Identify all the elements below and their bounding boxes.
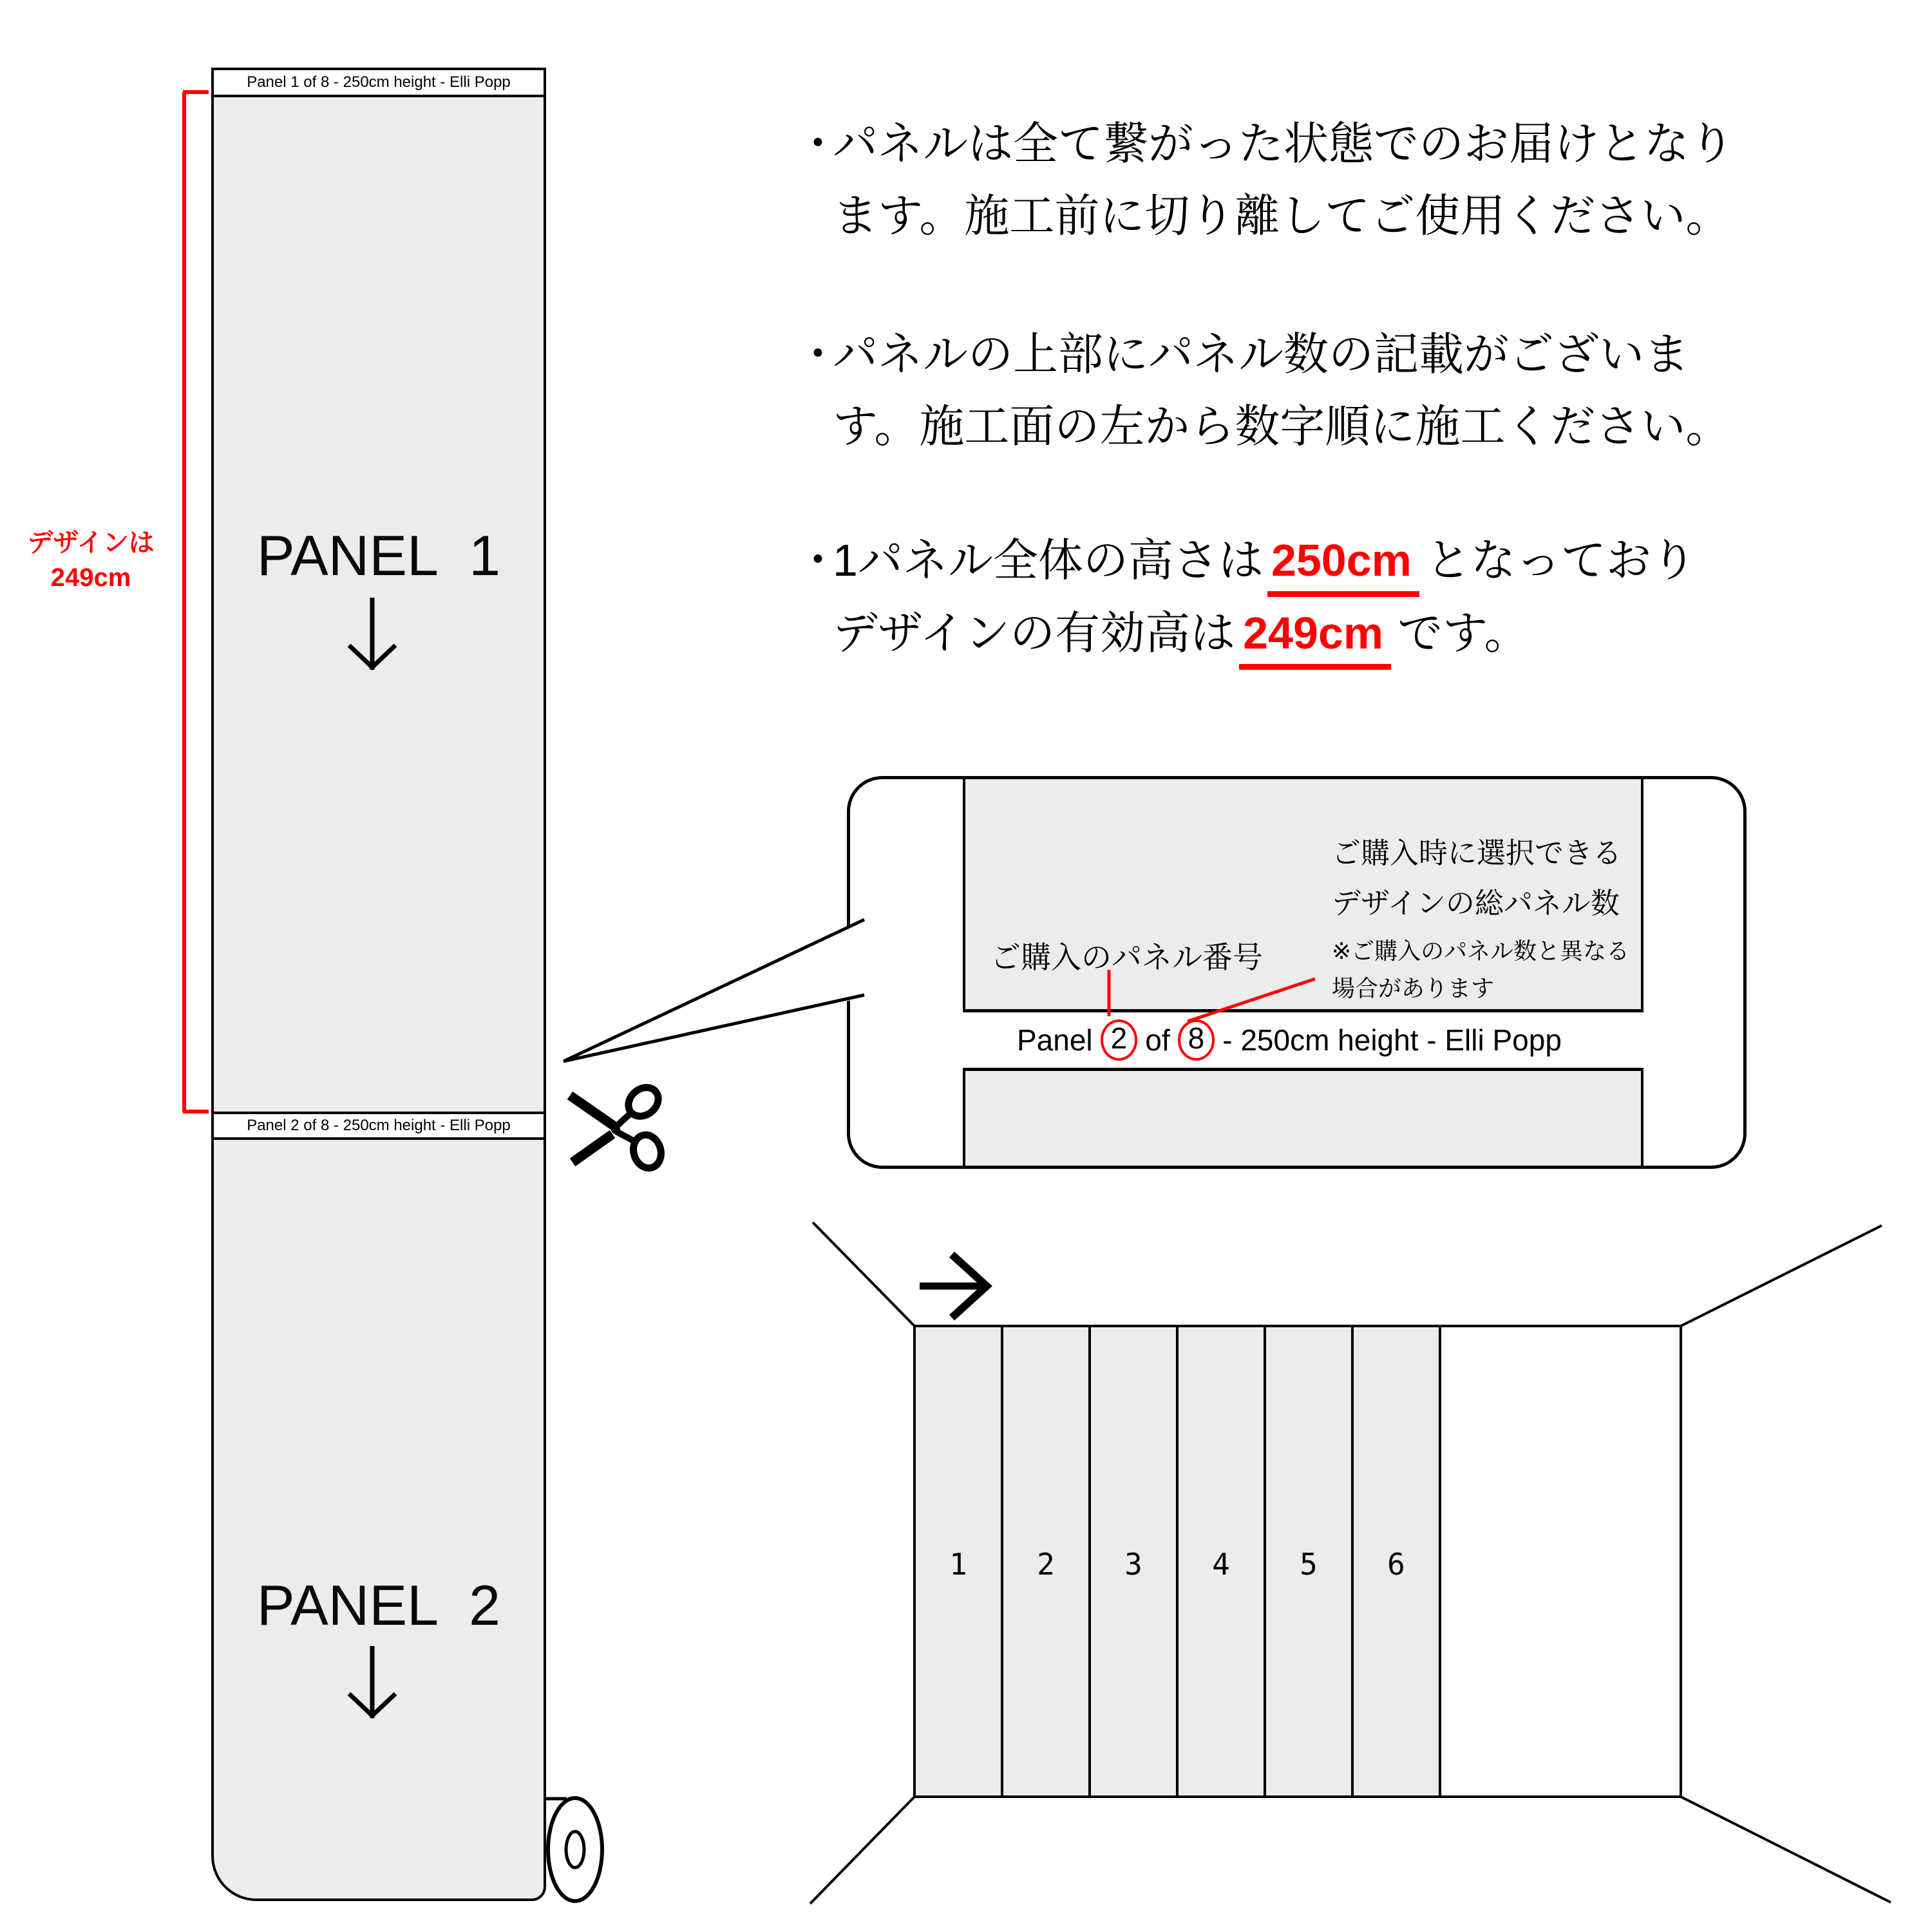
label-suffix: - 250cm height - Elli Popp: [1222, 1023, 1562, 1057]
total-panels-note-line2: 場合があります: [1332, 975, 1495, 1001]
scissors-icon: [570, 1082, 665, 1171]
bullet-marker: ・: [795, 118, 840, 169]
total-panels-annotation-line2: デザインの総パネル数: [1332, 887, 1620, 920]
total-panels-note-line1: ※ご購入のパネル数と異なる: [1332, 938, 1630, 964]
panel1-header-label: Panel 1 of 8 - 250cm height - Elli Popp: [247, 73, 511, 91]
label-word-panel: Panel: [1017, 1023, 1093, 1057]
height-250cm-highlight: 250cm: [1267, 535, 1419, 597]
note-text: です。: [1397, 608, 1530, 658]
wall-panel-number: 6: [1387, 1547, 1405, 1582]
purchased-panel-number-annotation: ご購入のパネル番号: [990, 940, 1263, 974]
wall-panel-number: 2: [1037, 1547, 1055, 1582]
panel2-title: PANEL 2: [256, 1573, 501, 1637]
design-height-note-line2: 249cm: [50, 564, 131, 592]
wall-panel-number: 4: [1212, 1547, 1230, 1582]
wall-perspective-diagram: [810, 1222, 1891, 1904]
label-word-of: of: [1145, 1023, 1170, 1057]
callout-pointer: [564, 918, 867, 1061]
total-number-circle: 8: [1178, 1019, 1215, 1061]
panel1-down-arrow-icon: [349, 598, 395, 670]
bullet-marker: ・: [795, 329, 840, 379]
design-height-note-line1: デザインは: [27, 529, 155, 557]
annotation-pointer-lines: [1109, 970, 1315, 1021]
height-249cm-highlight: 249cm: [1239, 607, 1391, 670]
note-text: 1パネル全体の高さは: [833, 535, 1264, 585]
purchased-number-circle: 2: [1101, 1019, 1138, 1061]
wall-panel-number: 3: [1124, 1547, 1142, 1582]
total-panels-annotation-line1: ご購入時に選択できる: [1332, 837, 1622, 869]
note-text: となっており: [1425, 535, 1696, 585]
note-delivery-line2: ます。施工前に切り離してご使用ください。: [833, 191, 1731, 241]
note-text: パネルは全て繋がった状態でのお届けとなり: [833, 118, 1734, 169]
note-order-line2: す。施工面の左から数字順に施工ください。: [833, 401, 1731, 451]
bullet-marker: ・: [795, 535, 840, 585]
panel1-title: PANEL 1: [256, 524, 501, 587]
note-text: パネルの上部にパネル数の記載がございま: [833, 329, 1689, 379]
panel2-header-label: Panel 2 of 8 - 250cm height - Elli Popp: [247, 1117, 511, 1134]
panel2-down-arrow-icon: [349, 1646, 395, 1718]
wallpaper-roll-icon: [545, 1798, 602, 1901]
wall-panel-number: 5: [1300, 1547, 1318, 1582]
wall-panel-number: 1: [949, 1547, 967, 1582]
apply-direction-arrow-icon: [920, 1255, 987, 1318]
note-text: デザインの有効高は: [833, 608, 1236, 658]
design-height-bracket: [183, 92, 209, 1112]
